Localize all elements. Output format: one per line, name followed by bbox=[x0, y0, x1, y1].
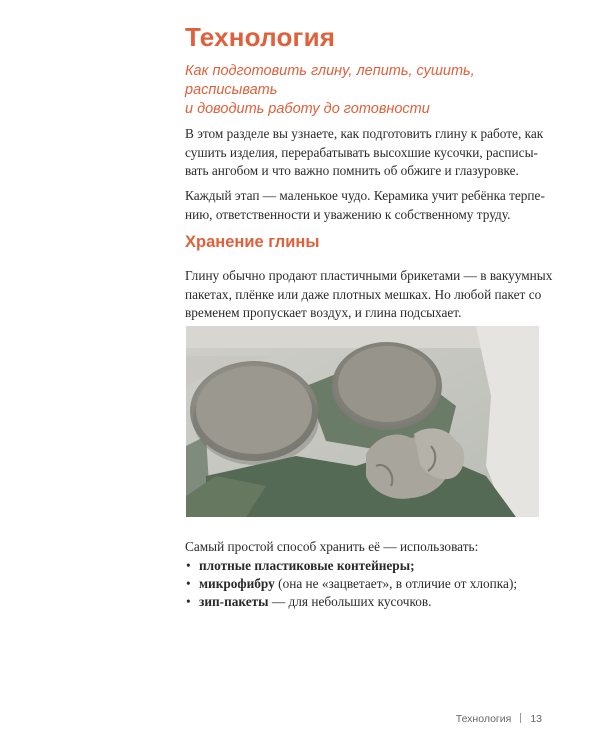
page-subtitle bbox=[185, 62, 565, 119]
storage-intro: Самый простой способ хранить её — использовать: bbox=[185, 539, 479, 554]
intro-paragraph bbox=[185, 125, 555, 181]
list-item-rest: — для небольших кусочков. bbox=[268, 594, 432, 609]
storage-list bbox=[186, 557, 556, 611]
list-item-bold: микрофибру bbox=[199, 576, 275, 591]
footer-divider bbox=[520, 713, 521, 723]
section-heading: Хранение глины bbox=[185, 233, 320, 251]
list-item-bold: зип-пакеты bbox=[199, 594, 269, 609]
paragraph-line: сушить изделия, перерабатывать высохшие кусочки, расписы- bbox=[185, 144, 538, 160]
list-item bbox=[186, 557, 556, 575]
paragraph-line: нию, ответственности и уважению к собственному труду. bbox=[185, 206, 511, 222]
paragraph-line: временем пропускает воздух, и глина подсыхает. bbox=[185, 305, 462, 320]
subtitle-line: Как подготовить глину, лепить, сушить, расписывать bbox=[185, 63, 475, 98]
list-item bbox=[186, 593, 556, 611]
paragraph-line: Глину обычно продают пластичными брикетами — в вакуумных bbox=[185, 268, 553, 283]
page-number: 13 bbox=[530, 713, 542, 725]
footer-section-name: Технология bbox=[455, 713, 512, 725]
clay-photo-illustration bbox=[186, 326, 539, 517]
list-item bbox=[186, 575, 556, 593]
paragraph-line: пакетах, плёнке или даже плотных мешках. Но любой пакет со bbox=[185, 286, 542, 302]
section-paragraph bbox=[185, 267, 555, 323]
paragraph-line: Каждый этап — маленькое чудо. Керамика учит ребёнка терпе- bbox=[185, 188, 545, 203]
intro-paragraph-2 bbox=[185, 187, 555, 224]
subtitle-line: и доводить работу до готовности bbox=[185, 101, 430, 117]
page-title: Технология bbox=[185, 22, 336, 52]
list-item-bold: плотные пластиковые контейнеры; bbox=[199, 558, 415, 573]
clay-storage-photo bbox=[186, 326, 539, 517]
paragraph-line: вать ангобом и что важно помнить об обжиге и глазуровке. bbox=[185, 163, 519, 178]
page-footer bbox=[456, 713, 542, 725]
list-item-rest: (она не «зацветает», в отличие от хлопка); bbox=[274, 576, 518, 591]
paragraph-line: В этом разделе вы узнаете, как подготовить глину к работе, как bbox=[185, 126, 544, 141]
